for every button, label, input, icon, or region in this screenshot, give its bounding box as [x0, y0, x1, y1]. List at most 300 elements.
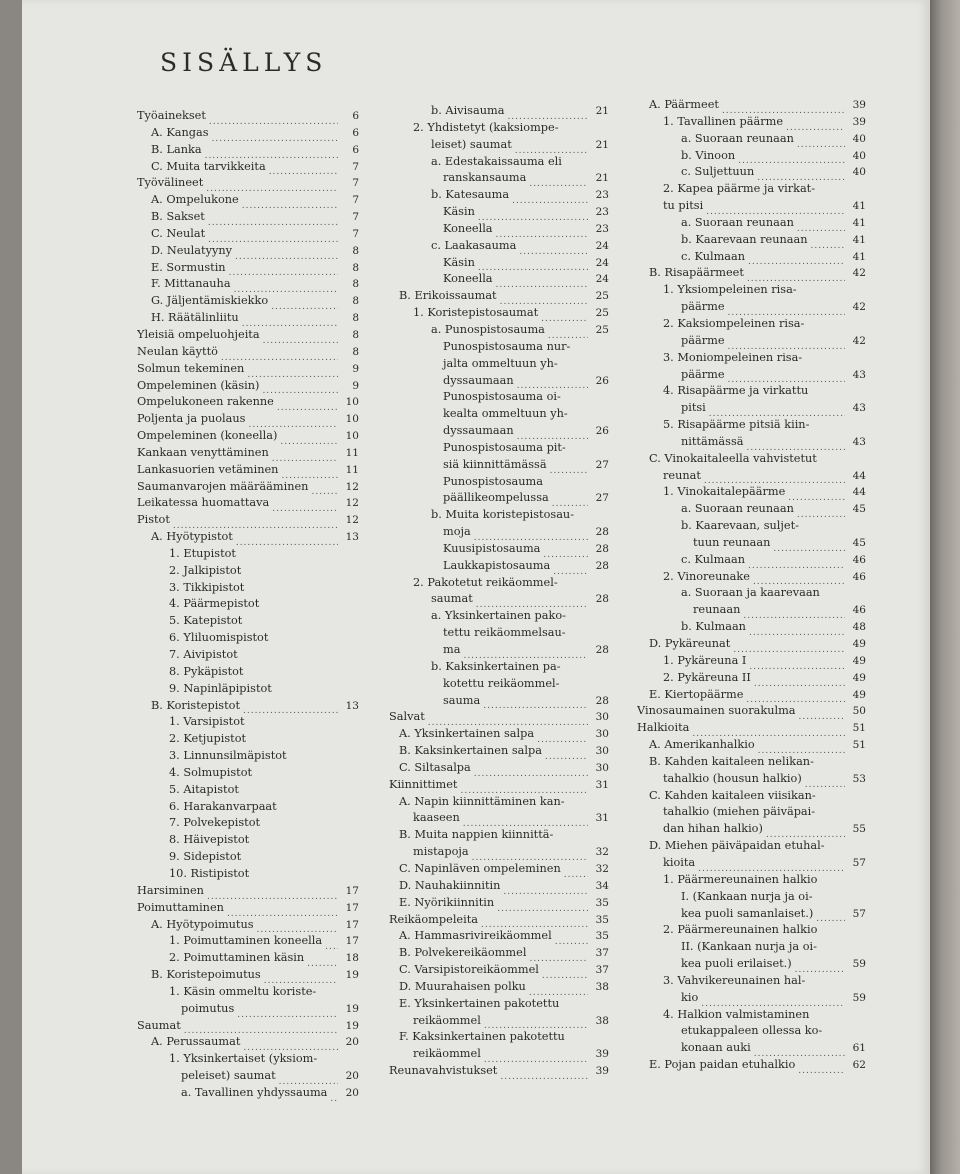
dot-leader [743, 608, 845, 619]
toc-page-number: 8 [352, 278, 359, 291]
toc-page-number: 21 [595, 105, 609, 117]
toc-entry-title: 1. Etupistot [169, 546, 236, 560]
toc-page-number: 24 [595, 273, 609, 286]
toc-entry-title: A. Perussaumat [151, 1035, 241, 1049]
toc-page-number: 62 [852, 1059, 866, 1072]
dot-leader [541, 311, 588, 322]
toc-entry-title: 8. Häivepistot [169, 833, 250, 847]
toc-entry-title: D. Muurahaisen polku [399, 979, 526, 993]
toc-page-number: 21 [595, 172, 609, 185]
toc-entry-title: jalta ommeltuun yh- [443, 356, 558, 370]
toc-entry [137, 445, 359, 462]
toc-entry-title: saumat [431, 592, 473, 606]
toc-page-number: 28 [595, 694, 609, 707]
toc-entry-title: B. Erikoissaumat [399, 289, 497, 303]
toc-entry-title: sauma [443, 693, 481, 707]
toc-entry [637, 383, 866, 400]
toc-entry-title: Vinosaumainen suorakulma [637, 704, 796, 718]
toc-page-number: 12 [345, 480, 359, 493]
dot-leader [242, 316, 338, 327]
toc-entry-title: E. Yksinkertainen pakotettu [399, 996, 560, 1010]
toc-entry [637, 687, 866, 704]
toc-entry [137, 529, 359, 546]
dot-leader [811, 238, 845, 249]
dot-leader [236, 535, 338, 546]
toc-entry-title: Leikatessa huomattava [137, 496, 270, 510]
toc-entry [137, 714, 359, 731]
toc-entry-title: 1. Yksinkertaiset (yksiom- [169, 1052, 318, 1066]
toc-page-number: 59 [852, 991, 866, 1004]
toc-entry-title: Salvat [389, 710, 425, 724]
dot-leader [257, 922, 338, 933]
toc-entry-title: 3. Moniompeleinen risa- [663, 350, 803, 364]
toc-entry-title: Koneella [443, 221, 493, 235]
toc-entry-title: etukappaleen ollessa ko- [681, 1024, 823, 1038]
toc-entry-title: F. Kaksinkertainen pakotettu [399, 1030, 565, 1044]
toc-entry-title: 8. Pykäpistot [169, 664, 244, 678]
toc-page-number: 26 [595, 425, 609, 438]
toc-entry-title: 3. Tikkipistot [169, 580, 245, 594]
dot-leader [472, 850, 588, 861]
toc-entry [389, 743, 609, 760]
page-edge [930, 0, 960, 1174]
toc-entry [137, 243, 359, 260]
toc-entry-title: tettu reikäommelsau- [443, 626, 566, 640]
toc-entry [389, 996, 609, 1013]
toc-entry-title: Kankaan venyttäminen [137, 445, 269, 459]
toc-entry-title: Lankasuorien vetäminen [137, 462, 279, 476]
toc-entry [637, 468, 866, 485]
toc-entry-title: 1. Vinokaitalepäärme [663, 485, 786, 499]
dot-leader [529, 985, 588, 996]
toc-entry [137, 1085, 359, 1102]
toc-entry-title: Harsiminen [137, 883, 204, 897]
toc-entry-title: 1. Tavallinen päärme [663, 114, 784, 128]
dot-leader [754, 1046, 845, 1057]
dot-leader [746, 440, 845, 451]
toc-page-number: 23 [595, 222, 609, 235]
toc-page-number: 44 [852, 469, 866, 482]
toc-page-number: 50 [852, 705, 866, 718]
toc-entry-title: 2. Kaksiompeleinen risa- [663, 316, 805, 330]
toc-entry [637, 367, 866, 384]
toc-entry [389, 524, 609, 541]
dot-leader [208, 215, 338, 226]
toc-entry-title: kea puoli samanlaiset.) [681, 906, 814, 920]
toc-entry-title: Ompeleminen (käsin) [137, 378, 260, 392]
toc-page-number: 39 [852, 115, 866, 128]
toc-entry-title: 6. Harakanvarpaat [169, 799, 277, 813]
dot-leader [221, 350, 338, 361]
toc-entry-title: Työainekset [137, 109, 206, 122]
toc-page-number: 25 [595, 307, 609, 320]
toc-entry-title: päärme [681, 300, 725, 314]
toc-entry-title: D. Neulatyyny [151, 243, 232, 257]
dot-leader [728, 339, 846, 350]
toc-entry-title: A. Hammasrivireikäommel [399, 929, 552, 943]
toc-entry [389, 777, 609, 794]
toc-page-number: 12 [345, 514, 359, 527]
dot-leader [307, 956, 338, 967]
toc-page-number: 39 [595, 1048, 609, 1061]
toc-page-number: 8 [352, 261, 359, 274]
toc-entry-title: 4. Halkion valmistaminen [663, 1007, 810, 1021]
toc-entry-title: A. Yksinkertainen salpa [399, 727, 535, 741]
toc-entry [637, 636, 866, 653]
dot-leader [722, 103, 845, 114]
toc-entry-title: Solmun tekeminen [137, 361, 245, 375]
toc-entry-title: Ompelukoneen rakenne [137, 395, 274, 409]
toc-page-number: 12 [345, 497, 359, 510]
toc-entry-title: 1. Yksiompeleinen risa- [663, 283, 797, 297]
dot-leader [517, 429, 588, 440]
dot-leader [483, 698, 588, 709]
dot-leader [264, 973, 338, 984]
toc-entry [637, 703, 866, 720]
toc-page-number: 41 [852, 233, 866, 246]
dot-leader [757, 170, 845, 181]
toc-entry [137, 1018, 359, 1035]
toc-entry [137, 378, 359, 395]
dot-leader [281, 468, 338, 479]
toc-entry [137, 782, 359, 799]
dot-leader [748, 558, 845, 569]
dot-leader [795, 962, 845, 973]
toc-entry [637, 990, 866, 1007]
toc-entry-title: a. Suoraan ja kaarevaan [681, 586, 820, 600]
toc-entry-title: Käsin [443, 255, 475, 269]
toc-page-number: 28 [595, 644, 609, 656]
dot-leader [728, 372, 846, 383]
toc-page-number: 38 [595, 980, 609, 993]
toc-entry [389, 204, 609, 221]
toc-page-number: 40 [852, 166, 866, 179]
dot-leader [272, 501, 338, 512]
toc-page-number: 9 [352, 362, 359, 375]
toc-page-number: 45 [852, 503, 866, 516]
toc-entry-title: Poljenta ja puolaus [137, 412, 246, 426]
toc-entry [637, 333, 866, 350]
toc-page-number: 7 [352, 194, 359, 207]
dot-leader [799, 709, 845, 720]
toc-entry-title: E. Kiertopäärme [649, 687, 744, 701]
toc-entry [389, 1029, 609, 1046]
toc-page-number: 46 [852, 553, 866, 566]
dot-leader [428, 715, 588, 726]
toc-page-number: 10 [345, 430, 359, 443]
dot-leader [263, 333, 338, 344]
dot-leader [311, 484, 338, 495]
dot-leader [788, 490, 845, 501]
toc-entry [137, 226, 359, 243]
toc-entry [389, 575, 609, 592]
dot-leader [173, 518, 338, 529]
toc-page-number: 8 [352, 328, 359, 341]
toc-entry [137, 209, 359, 226]
toc-entry [137, 883, 359, 900]
toc-entry [637, 602, 866, 619]
toc-page-number: 61 [852, 1042, 866, 1055]
toc-entry [389, 170, 609, 187]
dot-leader [797, 507, 845, 518]
toc-entry [637, 569, 866, 586]
toc-entry [637, 484, 866, 501]
toc-entry [137, 394, 359, 411]
toc-entry [389, 878, 609, 895]
toc-entry-title: a. Suoraan reunaan [681, 131, 794, 145]
toc-entry-title: tuun reunaan [693, 535, 771, 549]
dot-leader [537, 732, 588, 743]
dot-leader [758, 743, 845, 754]
toc-entry-title: c. Kulmaan [681, 552, 746, 566]
toc-entry [637, 400, 866, 417]
toc-entry-title: Kiinnittimet [389, 777, 458, 791]
toc-entry-title: c. Laakasauma [431, 238, 517, 252]
toc-entry [137, 428, 359, 445]
toc-entry-title: a. Yksinkertainen pako- [431, 609, 566, 623]
toc-entry [637, 299, 866, 316]
toc-entry [137, 866, 359, 883]
toc-entry [137, 411, 359, 428]
toc-entry [637, 114, 866, 131]
toc-entry [137, 108, 359, 125]
toc-entry [389, 962, 609, 979]
dot-leader [748, 254, 845, 265]
toc-column-1 [137, 108, 359, 1102]
toc-entry [137, 495, 359, 512]
toc-entry-title: a. Punospistosauma [431, 322, 545, 336]
toc-entry-title: reikäommel [413, 1013, 481, 1027]
dot-leader [208, 232, 338, 243]
dot-leader [728, 305, 846, 316]
dot-leader [503, 884, 588, 895]
toc-page-number: 49 [852, 638, 866, 650]
toc-entry [137, 260, 359, 277]
toc-entry-title: 2. Ketjupistot [169, 732, 247, 746]
toc-entry-title: A. Ompelukone [151, 193, 239, 207]
toc-entry [637, 501, 866, 518]
toc-page-number: 7 [352, 160, 359, 173]
toc-page-number: 21 [595, 138, 609, 151]
toc-entry-title: Yleisiä ompeluohjeita [137, 327, 260, 341]
toc-entry-title: Punospistosauma [443, 474, 543, 488]
toc-entry [137, 546, 359, 563]
dot-leader [704, 473, 845, 484]
toc-page-number: 42 [852, 267, 866, 280]
toc-entry-title: C. Napinläven ompeleminen [399, 861, 561, 875]
toc-entry-title: D. Pykäreunat [649, 637, 731, 650]
toc-entry-title: 3. Linnunsilmäpistot [169, 749, 287, 763]
toc-page-number: 43 [852, 435, 866, 448]
toc-page-number: 42 [852, 301, 866, 314]
toc-page-number: 41 [852, 250, 866, 263]
toc-entry [389, 625, 609, 642]
toc-entry-title: Saumanvarojen määrääminen [137, 479, 309, 493]
toc-entry [389, 423, 609, 440]
toc-entry-title: 1. Koristepistosaumat [413, 306, 539, 320]
toc-entry [137, 748, 359, 765]
dot-leader [786, 120, 845, 131]
toc-entry [137, 664, 359, 681]
dot-leader [746, 692, 845, 703]
toc-entry [637, 265, 866, 282]
toc-page-number: 49 [852, 654, 866, 667]
dot-leader [476, 597, 588, 608]
toc-page-number: 49 [852, 688, 866, 701]
toc-page-number: 32 [595, 862, 609, 875]
toc-page-number: 20 [345, 1086, 359, 1099]
toc-entry [637, 535, 866, 552]
toc-entry [137, 344, 359, 361]
toc-entry [389, 541, 609, 558]
toc-entry [389, 709, 609, 726]
toc-entry-title: C. Muita tarvikkeita [151, 159, 266, 173]
dot-leader [474, 530, 588, 541]
toc-entry [637, 838, 866, 855]
toc-entry-title: 2. Poimuttaminen käsin [169, 951, 305, 965]
toc-entry-title: I. (Kankaan nurja ja oi- [681, 889, 813, 903]
toc-page-number: 53 [852, 772, 866, 785]
dot-leader [548, 328, 588, 339]
toc-page-number: 11 [345, 463, 359, 476]
toc-entry-title: b. Aivisauma [431, 104, 505, 117]
toc-entry-title: A. Päärmeet [649, 98, 719, 111]
toc-entry [389, 726, 609, 743]
toc-entry-title: G. Jäljentämiskiekko [151, 294, 269, 308]
toc-page-number: 24 [595, 239, 609, 252]
toc-entry-title: 6. Yliluomispistot [169, 631, 269, 645]
toc-entry [389, 810, 609, 827]
toc-entry-title: C. Siltasalpa [399, 760, 471, 774]
toc-entry-title: C. Varsipistoreikäommel [399, 963, 539, 977]
toc-entry [637, 788, 866, 805]
toc-page-number: 27 [595, 458, 609, 471]
toc-page-number: 30 [595, 761, 609, 774]
toc-entry [137, 125, 359, 142]
toc-entry [389, 794, 609, 811]
toc-entry-title: Poimuttaminen [137, 900, 224, 914]
dot-leader [481, 917, 588, 928]
toc-entry [389, 322, 609, 339]
toc-entry [389, 642, 609, 659]
toc-page-number: 31 [595, 778, 609, 791]
toc-entry [137, 310, 359, 327]
toc-entry-title: b. Katesauma [431, 188, 510, 202]
dot-leader [280, 434, 338, 445]
toc-entry-title: 1. Varsipistot [169, 715, 245, 729]
toc-page-number: 31 [595, 812, 609, 825]
toc-page-number: 49 [852, 671, 866, 684]
toc-entry-title: 2. Jalkipistot [169, 563, 242, 577]
toc-entry-title: E. Sormustin [151, 260, 226, 274]
dot-leader [706, 204, 845, 215]
dot-leader [500, 1069, 588, 1080]
toc-entry-title: poimutus [181, 1001, 235, 1015]
toc-entry-title: 1. Pykäreuna I [663, 653, 747, 667]
toc-entry-title: H. Räätälinliitu [151, 311, 239, 325]
toc-entry [137, 1001, 359, 1018]
toc-entry [137, 917, 359, 934]
toc-entry-title: E. Nyörikiinnitin [399, 895, 495, 909]
toc-page-number: 17 [345, 935, 359, 948]
toc-page-number: 57 [852, 856, 866, 869]
dot-leader [474, 766, 588, 777]
toc-entry [637, 939, 866, 956]
toc-page-number: 8 [352, 295, 359, 308]
dot-leader [478, 210, 588, 221]
toc-page-number: 45 [852, 536, 866, 549]
toc-entry-title: Halkioita [637, 721, 690, 735]
dot-leader [496, 227, 588, 238]
toc-entry [137, 142, 359, 159]
toc-entry-title: dan hihan halkio) [663, 822, 763, 836]
toc-entry-title: Koneella [443, 272, 493, 286]
toc-entry-title: Reikäompeleita [389, 912, 479, 926]
toc-page-number: 35 [595, 896, 609, 909]
dot-leader [798, 1063, 845, 1074]
toc-entry [637, 350, 866, 367]
toc-entry-title: 2. Pakotetut reikäommel- [413, 575, 558, 589]
toc-entry [389, 760, 609, 777]
toc-entry-title: A. Amerikanhalkio [649, 738, 755, 752]
dot-leader [484, 1052, 588, 1063]
toc-page-number: 46 [852, 604, 866, 617]
toc-entry [637, 232, 866, 249]
toc-page-number: 8 [352, 244, 359, 257]
toc-entry-title: C. Vinokaitaleella vahvistetut [649, 451, 817, 465]
toc-entry-title: 2. Päärmereunainen halkio [663, 923, 818, 937]
toc-page-number: 37 [595, 964, 609, 977]
toc-entry-title: ranskansauma [443, 171, 527, 185]
toc-entry [389, 238, 609, 255]
toc-entry [389, 255, 609, 272]
toc-entry [637, 956, 866, 973]
toc-entry [637, 164, 866, 181]
dot-leader [500, 294, 588, 305]
toc-page-number: 19 [345, 1002, 359, 1015]
dot-leader [237, 1007, 338, 1018]
dot-leader [773, 541, 845, 552]
toc-page-number: 46 [852, 570, 866, 583]
toc-page-number: 28 [595, 559, 609, 572]
toc-entry-title: A. Hyötypoimutus [151, 917, 254, 931]
toc-entry [637, 131, 866, 148]
toc-entry-title: Reunavahvistukset [389, 1064, 498, 1078]
toc-entry-title: kotettu reikäommel- [443, 676, 560, 690]
toc-entry [389, 271, 609, 288]
toc-entry [137, 613, 359, 630]
toc-entry [389, 221, 609, 238]
dot-leader [277, 400, 338, 411]
toc-page-number: 28 [595, 542, 609, 555]
dot-leader [206, 181, 338, 192]
toc-page-number: 7 [352, 211, 359, 224]
toc-entry-title: päärme [681, 333, 725, 347]
toc-page-number: 7 [352, 177, 359, 190]
dot-leader [749, 659, 845, 670]
toc-page-number: 28 [595, 526, 609, 539]
toc-entry [637, 434, 866, 451]
toc-entry-title: a. Edestakaissauma eli [431, 154, 562, 168]
toc-entry [637, 821, 866, 838]
dot-leader [733, 642, 845, 653]
toc-entry-title: tahalkio (housun halkio) [663, 771, 802, 785]
dot-leader [235, 249, 338, 260]
toc-entry [389, 844, 609, 861]
dot-leader [184, 1023, 338, 1034]
toc-entry [389, 305, 609, 322]
toc-page-number: 6 [352, 126, 359, 139]
